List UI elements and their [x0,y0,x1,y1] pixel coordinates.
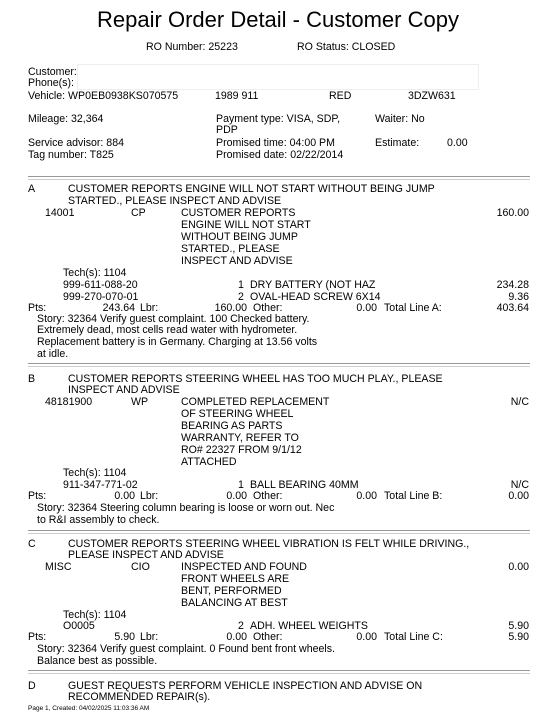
story-line: Story: 32364 Verify guest complaint. 0 Found bent front wheels. [37,643,335,655]
op-code: MISC [45,561,72,573]
other-total: 0.00 [356,490,377,502]
op-detail: WITHOUT BEING JUMP [181,231,298,243]
tech: Tech(s): 1104 [63,267,127,279]
parts-total: 0.00 [114,490,135,502]
line-description-cont: RECOMMENDED REPAIR(s). [68,691,211,703]
customer-label: Customer: [28,66,77,78]
line-description-cont: STARTED., PLEASE INSPECT AND ADVISE [68,195,282,207]
redacted-customer-block [77,64,479,90]
part-number: 999-270-070-01 [63,291,139,303]
op-detail: BEARING AS PARTS [181,420,283,432]
part-qty: 2 [238,620,244,632]
page-title: Repair Order Detail - Customer Copy [97,7,459,32]
op-detail: BENT, PERFORMED [181,585,282,597]
op-detail: INSPECTED AND FOUND [181,561,307,573]
mileage: Mileage: 32,364 [28,113,104,125]
part-amount: N/C [510,479,529,491]
story-line: Balance best as possible. [37,655,158,667]
vehicle-vin: Vehicle: WP0EB0938KS070575 [28,90,179,102]
op-amount: N/C [510,396,529,408]
section-divider [28,176,530,180]
estimate-label: Estimate: [375,137,420,149]
part-number: O0005 [63,620,95,632]
other-total: 0.00 [356,302,377,314]
part-description: BALL BEARING 40MM [250,479,359,491]
part-description: OVAL-HEAD SCREW 6X14 [250,291,381,303]
line-total-label: Total Line B: [384,490,443,502]
waiter: Waiter: No [375,113,425,125]
pay-type: CP [131,207,146,219]
part-qty: 2 [238,291,244,303]
vehicle-year-model: 1989 911 [215,90,259,102]
tech: Tech(s): 1104 [63,609,127,621]
phone-label: Phone(s): [28,77,74,89]
story-line: at idle. [37,348,69,360]
other-label: Other: [253,302,283,314]
labor-label: Lbr: [140,302,159,314]
tech: Tech(s): 1104 [63,467,127,479]
parts-total: 243.64 [102,302,135,314]
part-qty: 1 [238,479,244,491]
parts-total: 5.90 [114,631,135,643]
payment-type-cont: PDP [216,124,238,136]
labor-label: Lbr: [140,490,159,502]
ro-number: RO Number: 25223 [146,41,238,53]
tag-number: Tag number: T825 [28,149,114,161]
op-detail: ENGINE WILL NOT START [181,219,311,231]
line-description: CUSTOMER REPORTS ENGINE WILL NOT START WITHOUT BEING JUMP [68,183,435,195]
op-detail: OF STEERING WHEEL [181,408,294,420]
part-qty: 1 [238,279,244,291]
story-line: Extremely dead, most cells read water with hydrometer. [37,324,298,336]
promised-time: Promised time: 04:00 PM [216,137,335,149]
story-line: to R&I assembly to check. [37,514,160,526]
service-advisor: Service advisor: 884 [28,137,124,149]
op-detail: FRONT WHEELS ARE [181,573,290,585]
line-letter: C [28,538,36,550]
op-detail: COMPLETED REPLACEMENT [181,396,330,408]
op-amount: 0.00 [508,561,529,573]
line-total: 403.64 [496,302,529,314]
line-description-cont: INSPECT AND ADVISE [68,384,180,396]
vehicle-plate: 3DZW631 [408,90,456,102]
section-divider [28,363,530,367]
op-detail: CUSTOMER REPORTS [181,207,296,219]
op-detail: ATTACHED [181,456,237,468]
labor-total: 0.00 [226,631,247,643]
story-line: Story: 32364 Verify guest complaint. 100 Checked battery. [37,313,310,325]
page-footer: Page 1, Created: 04/02/2025 11:03:36 AM [28,705,150,712]
line-letter: A [28,183,36,195]
parts-label: Pts: [28,302,47,314]
line-description-cont: PLEASE INSPECT AND ADVISE [68,549,224,561]
part-description: DRY BATTERY (NOT HAZ [250,279,376,291]
line-letter: B [28,373,36,385]
other-label: Other: [253,631,283,643]
op-amount: 160.00 [496,207,529,219]
line-description: CUSTOMER REPORTS STEERING WHEEL VIBRATION IS FELT WHILE DRIVING., [68,538,470,550]
part-amount: 5.90 [508,620,529,632]
story-line: Replacement battery is in Germany. Charging at 13.56 volts [37,336,318,348]
line-total-label: Total Line C: [384,631,443,643]
part-amount: 234.28 [496,279,529,291]
labor-total: 0.00 [226,490,247,502]
ro-status: RO Status: CLOSED [297,41,396,53]
op-code: 14001 [45,207,75,219]
part-number: 999-611-088-20 [63,279,138,291]
labor-total: 160.00 [214,302,247,314]
promised-date: Promised date: 02/22/2014 [216,149,344,161]
parts-label: Pts: [28,631,47,643]
story-line: Story: 32364 Steering column bearing is loose or worn out. Nec [37,502,335,514]
section-divider [28,530,530,534]
op-detail: STARTED., PLEASE [181,243,280,255]
line-total: 0.00 [508,490,529,502]
other-total: 0.00 [356,631,377,643]
estimate-value: 0.00 [447,137,468,149]
line-total-label: Total Line A: [384,302,442,314]
section-divider [28,670,530,674]
vehicle-color: RED [329,90,352,102]
line-description: GUEST REQUESTS PERFORM VEHICLE INSPECTION AND ADVISE ON [68,680,423,692]
op-detail: BALANCING AT BEST [181,597,288,609]
labor-label: Lbr: [140,631,159,643]
line-letter: D [28,680,36,692]
line-total: 5.90 [508,631,529,643]
op-detail: RO# 22327 FROM 9/1/12 [181,444,302,456]
pay-type: CIO [131,561,150,573]
payment-type: Payment type: VISA, SDP, [216,113,341,125]
other-label: Other: [253,490,283,502]
line-description: CUSTOMER REPORTS STEERING WHEEL HAS TOO MUCH PLAY., PLEASE [68,373,443,385]
part-number: 911-347-771-02 [63,479,138,491]
parts-label: Pts: [28,490,47,502]
part-amount: 9.36 [508,291,529,303]
part-description: ADH. WHEEL WEIGHTS [250,620,368,632]
op-detail: INSPECT AND ADVISE [181,255,293,267]
op-code: 48181900 [45,396,93,408]
pay-type: WP [131,396,149,408]
op-detail: WARRANTY, REFER TO [181,432,299,444]
